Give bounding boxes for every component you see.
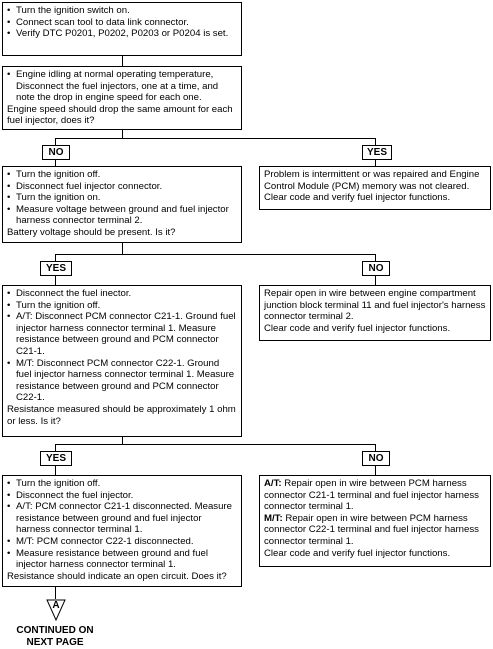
step-1-item: • Verify DTC P0201, P0202, P0203 or P0204 is set.	[7, 28, 237, 40]
step-2-item: • Engine idling at normal operating temperature, Disconnect the fuel injectors, one at a time, and note the drop in engine speed for each one.	[7, 69, 237, 104]
result-3-text: Problem is intermittent or was repaired and Engine Control Module (PCM) memory was not cleared. Clear code and verify fuel injector functions.	[264, 169, 480, 204]
result-5-at	[264, 478, 486, 513]
step-3-question: Battery voltage should be present. Is it?	[7, 226, 176, 238]
connector-line	[55, 254, 56, 261]
connector-line	[55, 138, 56, 145]
no-label: NO	[362, 451, 390, 466]
at-label: A/T:	[264, 478, 282, 489]
step-box-2	[2, 66, 242, 130]
result-5-clear: Clear code and verify fuel injector functions.	[264, 547, 451, 559]
yes-label: YES	[40, 261, 72, 276]
result-4-clear: Clear code and verify fuel injector functions.	[264, 322, 451, 334]
step-3-item: • Measure voltage between ground and fuel injector harness connector terminal 2.	[7, 204, 237, 227]
connector-line	[55, 466, 56, 475]
result-box-5	[259, 475, 491, 567]
step-4-question: Resistance measured should be approximately 1 ohm or less. Is it?	[7, 403, 236, 427]
result-5-mt	[264, 513, 486, 548]
step-box-1	[2, 2, 242, 56]
step-4-item: • Disconnect the fuel inector.	[7, 288, 237, 300]
continued-line-1: CONTINUED ON	[16, 625, 94, 636]
step-5-item: • Measure resistance between ground and fuel injector harness connector terminal 1.	[7, 548, 237, 571]
step-4-item: • M/T: Disconnect PCM connector C22-1. Ground fuel injector harness connector terminal 1. Measure resistance between ground and PCM connector C22-1.	[7, 358, 237, 404]
step-4-item: • Turn the ignition off.	[7, 300, 237, 312]
yes-label: YES	[362, 145, 392, 160]
branch-line	[55, 444, 375, 445]
branch-line	[55, 254, 375, 255]
connector-line	[375, 254, 376, 261]
step-1-item: • Turn the ignition switch on.	[7, 5, 237, 17]
step-box-4	[2, 285, 242, 437]
connector-line	[55, 444, 56, 451]
connector-line	[375, 276, 376, 285]
step-3-item: • Turn the ignition on.	[7, 192, 237, 204]
step-3-item: • Turn the ignition off.	[7, 169, 237, 181]
step-3-item: • Disconnect fuel injector connector.	[7, 181, 237, 193]
result-box-4	[259, 285, 491, 341]
continued-note	[10, 625, 100, 649]
step-5-item: • A/T: PCM connector C21-1 disconnected. Measure resistance between ground and fuel injector harness connector terminal 1.	[7, 501, 237, 536]
connector-line	[375, 466, 376, 475]
continued-line-2: NEXT PAGE	[26, 637, 84, 648]
at-text: Repair open in wire between PCM harness connector C21-1 terminal and fuel injector harness connector terminal 1.	[264, 478, 479, 513]
step-box-3	[2, 166, 242, 243]
mt-label: M/T:	[264, 512, 283, 524]
connector-line	[122, 56, 123, 66]
result-box-3	[259, 166, 491, 210]
mt-text: Repair open in wire between PCM harness connector C22-1 terminal and fuel injector harness connector terminal 1.	[264, 512, 479, 547]
connector-line	[55, 276, 56, 285]
step-4-item: • A/T: Disconnect PCM connector C21-1. Ground fuel injector harness connector terminal 1. Measure resistance between ground and PCM connector C21-1.	[7, 311, 237, 357]
connector-letter: A	[52, 600, 60, 611]
connector-line	[375, 444, 376, 451]
step-5-question: Resistance should indicate an open circuit. Does it?	[7, 570, 227, 582]
no-label: NO	[362, 261, 390, 276]
connector-line	[122, 130, 123, 138]
step-2-question: Engine speed should drop the same amount for each fuel injector, does it?	[7, 103, 233, 127]
connector-line	[55, 587, 56, 599]
step-5-item: • M/T: PCM connector C22-1 disconnected.	[7, 536, 237, 548]
connector-line	[122, 437, 123, 444]
connector-line	[375, 138, 376, 145]
step-5-item: • Turn the ignition off.	[7, 478, 237, 490]
no-label: NO	[42, 145, 70, 160]
step-5-item: • Disconnect the fuel injector.	[7, 490, 237, 502]
step-box-5	[2, 475, 242, 587]
yes-label: YES	[40, 451, 72, 466]
connector-line	[122, 243, 123, 254]
result-4-text: Repair open in wire between engine compartment junction block terminal 11 and fuel injector's harness connector terminal 2.	[264, 288, 486, 323]
step-1-item: • Connect scan tool to data link connector.	[7, 17, 237, 29]
branch-line	[55, 138, 375, 139]
